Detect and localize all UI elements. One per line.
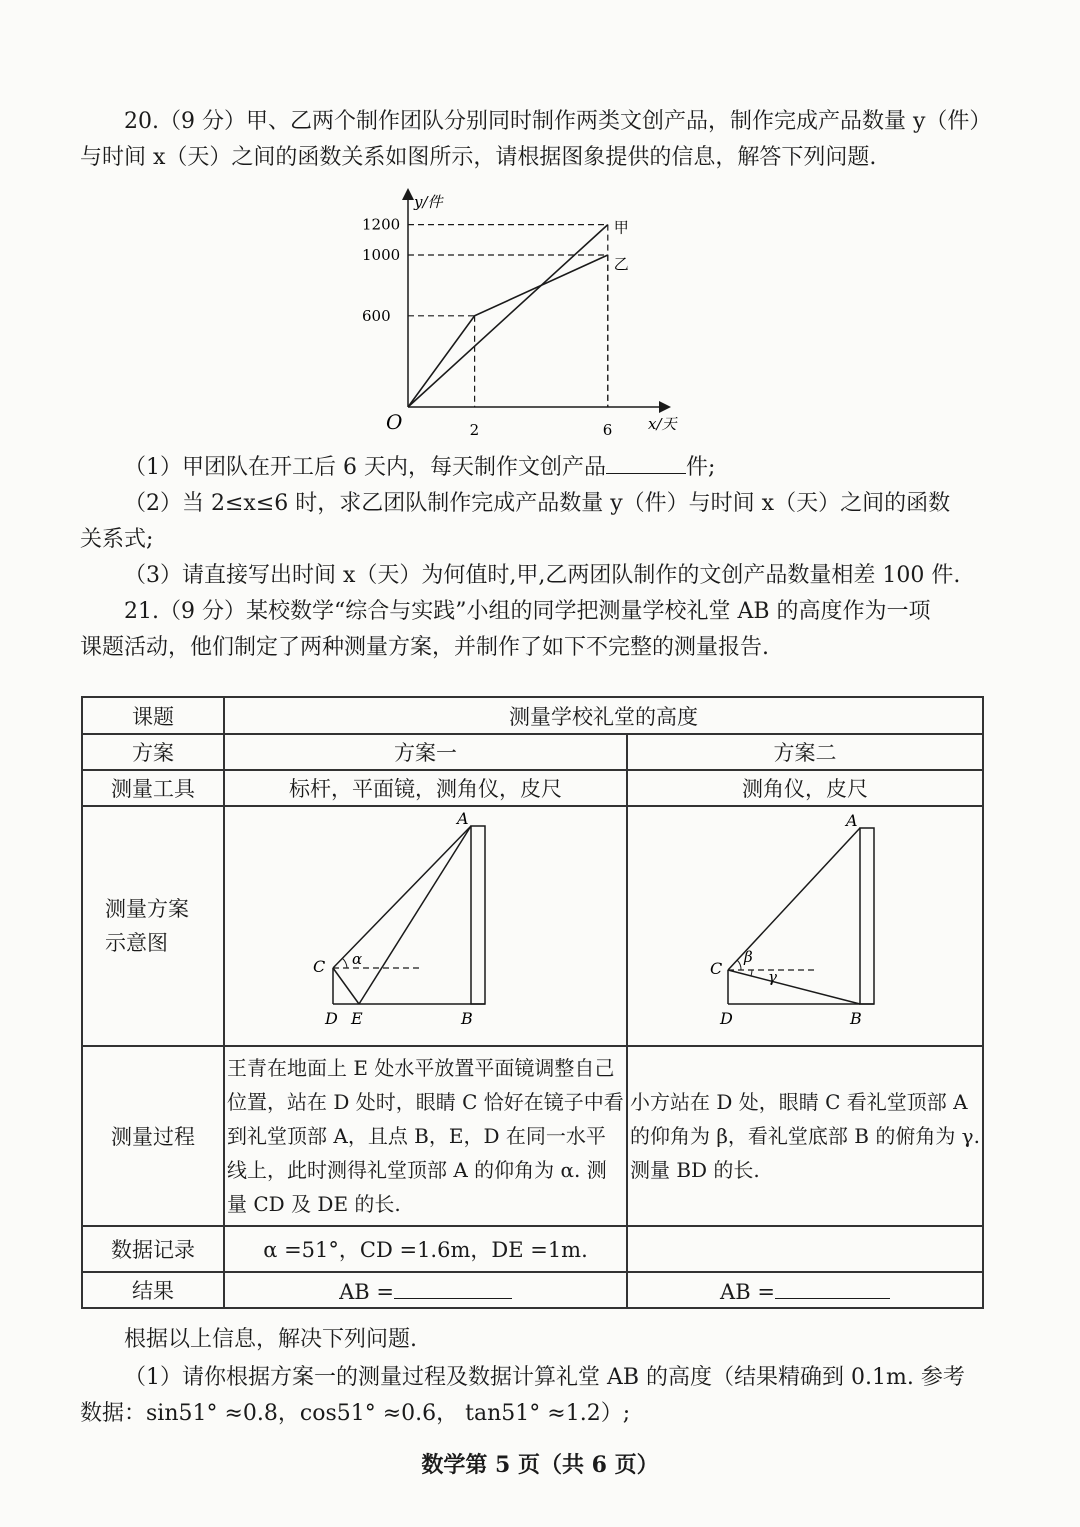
y-axis-label: y/件 [414,193,443,211]
q21-line1: 21.（9 分）某校数学“综合与实践”小组的同学把测量学校礼堂 AB 的高度作为一项 [124,599,931,624]
process-1-text: 王青在地面上 E 处水平放置平面镜调整自己位置，站在 D 处时，眼睛 C 恰好在镜子中看到礼堂顶部 A，且点 B，E，D 在同一水平线上，此时测得礼堂顶部 A 的仰角为 α. 测量 CD 及 DE 的长. [227,1056,624,1216]
q20-sub1-text: （1）甲团队在开工后 6 天内，每天制作文创产品 [124,455,606,480]
line-cb [728,970,860,1004]
line-ca [333,826,471,968]
q21-after: 根据以上信息，解决下列问题. [124,1327,417,1352]
tools-1: 标杆，平面镜，测角仪，皮尺 [224,770,627,806]
q20-line2: 与时间 x（天）之间的函数关系如图所示，请根据图象提供的信息，解答下列问题. [80,145,877,170]
process-label: 测量过程 [82,1046,224,1226]
q21-sub1-cont: 数据：sin51° ≈0.8，cos51° ≈0.6， tan51° ≈1.2）; [80,1401,631,1426]
label-beta: β [743,948,753,966]
origin-label: O [386,410,403,434]
plan-1: 方案一 [224,734,627,770]
result-label: 结果 [82,1272,224,1308]
tools-2: 测角仪，皮尺 [627,770,983,806]
q20-sub1 [80,450,1000,486]
answer-blank [606,451,686,474]
q20-line1: 20.（9 分）甲、乙两个制作团队分别同时制作两类文创产品，制作完成产品数量 y（件） [124,109,992,134]
answer-blank [775,1277,890,1299]
result-1 [224,1272,627,1308]
data-2 [627,1226,983,1272]
plan-2: 方案二 [627,734,983,770]
q21-sub1: （1）请你根据方案一的测量过程及数据计算礼堂 AB 的高度（结果精确到 0.1m. 参考 [124,1365,965,1390]
diagram-label-line1: 测量方案 [105,897,189,921]
series-name-1: 甲 [613,218,629,237]
label-a: A [845,811,858,830]
q21-line2: 课题活动，他们制定了两种测量方案，并制作了如下不完整的测量报告. [80,635,769,660]
result-2 [627,1272,983,1308]
diagram-plan-2 [628,808,982,1044]
q20-sub2: （2）当 2≤x≤6 时，求乙团队制作完成产品数量 y（件）与时间 x（天）之间的函数 [124,491,951,516]
result-2-text: AB = [720,1279,775,1304]
building [471,826,485,1004]
series-line-1 [408,225,608,407]
function-graph [340,185,700,445]
diagram-plan-1 [225,808,625,1044]
process-1 [224,1046,627,1226]
label-gamma: γ [767,968,777,986]
answer-blank [394,1277,512,1299]
process-2-text: 小方站在 D 处，眼睛 C 看礼堂顶部 A 的仰角为 β，看礼堂底部 B 的俯角为 γ. 测量 BD 的长. [629,1090,980,1182]
angle-arc-beta [737,960,741,970]
series-line-2 [408,255,608,407]
x-tick-label: 2 [469,421,480,439]
q20-sub3: （3）请直接写出时间 x（天）为何值时,甲,乙两团队制作的文创产品数量相差 100 件. [124,563,961,588]
process-2 [627,1046,983,1226]
building [860,828,874,1004]
x-axis-label: x/天 [648,415,677,433]
plan-label: 方案 [82,734,224,770]
label-alpha: α [352,950,363,968]
line-ea [359,826,471,1004]
diagram-label-line2: 示意图 [105,931,168,955]
diagram-2-cell [627,806,983,1046]
topic-label: 课题 [82,697,224,734]
label-d: D [719,1009,733,1028]
label-c: C [709,959,723,978]
label-c: C [313,957,326,976]
label-d: D [325,1009,338,1028]
line-ce [333,968,359,1004]
topic-value: 测量学校礼堂的高度 [224,697,983,734]
data-label: 数据记录 [82,1226,224,1272]
label-b: B [849,1009,862,1028]
x-tick-label: 6 [602,421,613,439]
angle-arc [342,958,347,968]
tools-label: 测量工具 [82,770,224,806]
y-tick-label: 1200 [362,215,401,234]
y-tick-label: 600 [362,306,391,325]
label-a: A [457,809,469,828]
label-e: E [351,1009,363,1028]
page-footer: 数学第 5 页（共 6 页） [421,1452,659,1478]
measurement-report-table [81,696,984,1309]
series-name-2: 乙 [613,255,629,273]
result-1-text: AB = [339,1279,394,1304]
angle-arc-gamma [751,970,752,976]
diagram-1-cell [224,806,627,1046]
q20-sub2-cont: 关系式; [80,527,154,552]
diagram-label [82,806,224,1046]
q20-sub1-unit: 件; [685,455,716,480]
y-tick-label: 1000 [362,246,401,264]
label-b: B [461,1009,473,1028]
data-1: α =51°，CD =1.6m，DE =1m. [224,1226,627,1272]
